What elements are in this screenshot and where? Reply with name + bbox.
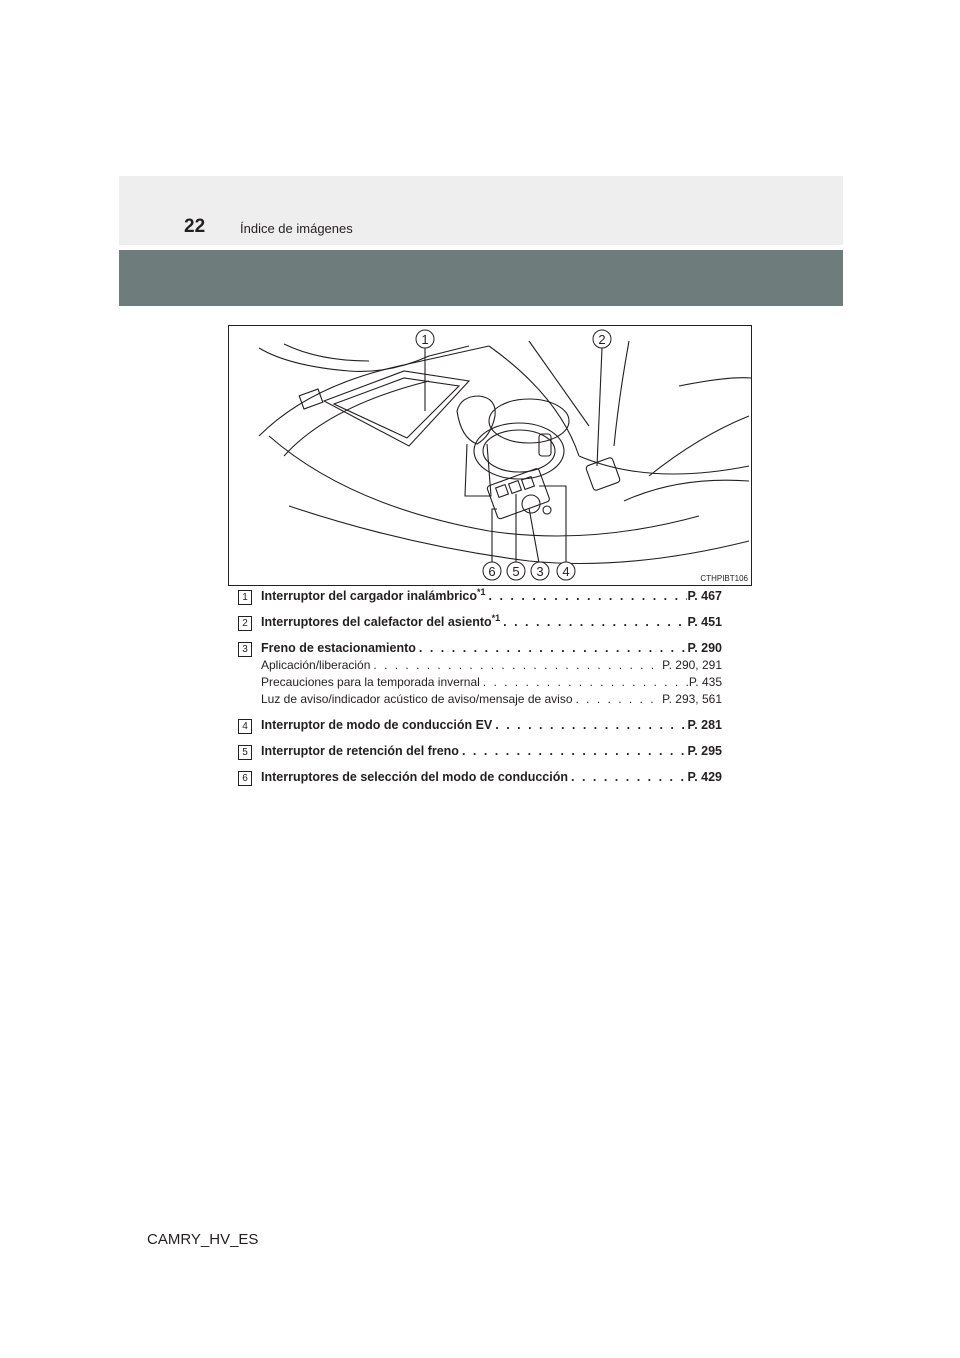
header-band (119, 176, 843, 245)
page-reference[interactable]: P. 295 (687, 744, 722, 758)
subitem-label: Aplicación/liberación (261, 658, 371, 672)
svg-text:6: 6 (488, 564, 496, 579)
leader-dots (573, 691, 663, 708)
section-bar (119, 250, 843, 306)
center-console-drawing (229, 326, 751, 585)
list-item (238, 640, 722, 708)
callout-3 (531, 562, 549, 580)
page-reference[interactable]: P. 281 (687, 718, 722, 732)
item-number: 6 (238, 771, 252, 786)
item-number: 4 (238, 719, 252, 734)
page-reference[interactable]: P. 290, 291 (662, 658, 722, 672)
item-label: Interruptores de selección del modo de conducción (261, 770, 569, 784)
callout-2 (593, 330, 611, 348)
page-reference[interactable]: P. 293, 561 (662, 692, 722, 706)
callout-4 (557, 562, 575, 580)
item-number: 3 (238, 642, 252, 657)
list-item (238, 717, 722, 734)
item-number: 2 (238, 616, 252, 631)
footnote-mark: *1 (491, 612, 501, 623)
svg-text:2: 2 (598, 332, 606, 347)
footnote-mark: *1 (477, 586, 486, 597)
subitem-label: Precauciones para la temporada invernal (261, 675, 480, 689)
item-label: Interruptor de modo de conducción EV (261, 718, 493, 732)
page-reference[interactable]: P. 290 (687, 641, 722, 655)
leader-dots (492, 717, 687, 734)
svg-text:3: 3 (536, 564, 544, 579)
page-reference[interactable]: P. 429 (687, 770, 722, 784)
page-reference[interactable]: P. 451 (687, 615, 722, 629)
item-label: Interruptor de retención del freno (261, 744, 459, 758)
page-number: 22 (184, 216, 206, 237)
callout-6 (483, 562, 501, 580)
list-item (238, 743, 722, 760)
figure-code: CTHPIBT106 (700, 574, 748, 583)
callout-1 (416, 330, 434, 348)
item-label: Interruptor del cargador inalámbrico (261, 589, 478, 603)
page-reference[interactable]: P. 435 (688, 675, 722, 689)
list-item (238, 588, 722, 605)
page-reference[interactable]: P. 467 (687, 589, 722, 603)
leader-dots (568, 769, 687, 786)
list-item (238, 769, 722, 786)
subitem-label: Luz de aviso/indicador acústico de aviso/mensaje de aviso (261, 692, 573, 706)
item-label: Interruptores del calefactor del asiento (261, 615, 492, 629)
leader-dots (459, 743, 688, 760)
document-code: CAMRY_HV_ES (147, 1231, 259, 1248)
item-number: 5 (238, 745, 252, 760)
leader-dots (480, 674, 689, 691)
item-label: Freno de estacionamiento (261, 641, 416, 655)
leader-dots (486, 588, 688, 605)
leader-dots (500, 614, 687, 631)
item-list (238, 588, 722, 795)
section-title: Índice de imágenes (240, 221, 353, 236)
item-number: 1 (238, 590, 252, 605)
leader-dots (370, 657, 662, 674)
svg-text:4: 4 (562, 564, 570, 579)
callout-5 (507, 562, 525, 580)
console-illustration (228, 325, 752, 586)
list-item (238, 614, 722, 631)
svg-text:5: 5 (512, 564, 520, 579)
svg-text:1: 1 (421, 332, 429, 347)
leader-dots (416, 640, 688, 657)
